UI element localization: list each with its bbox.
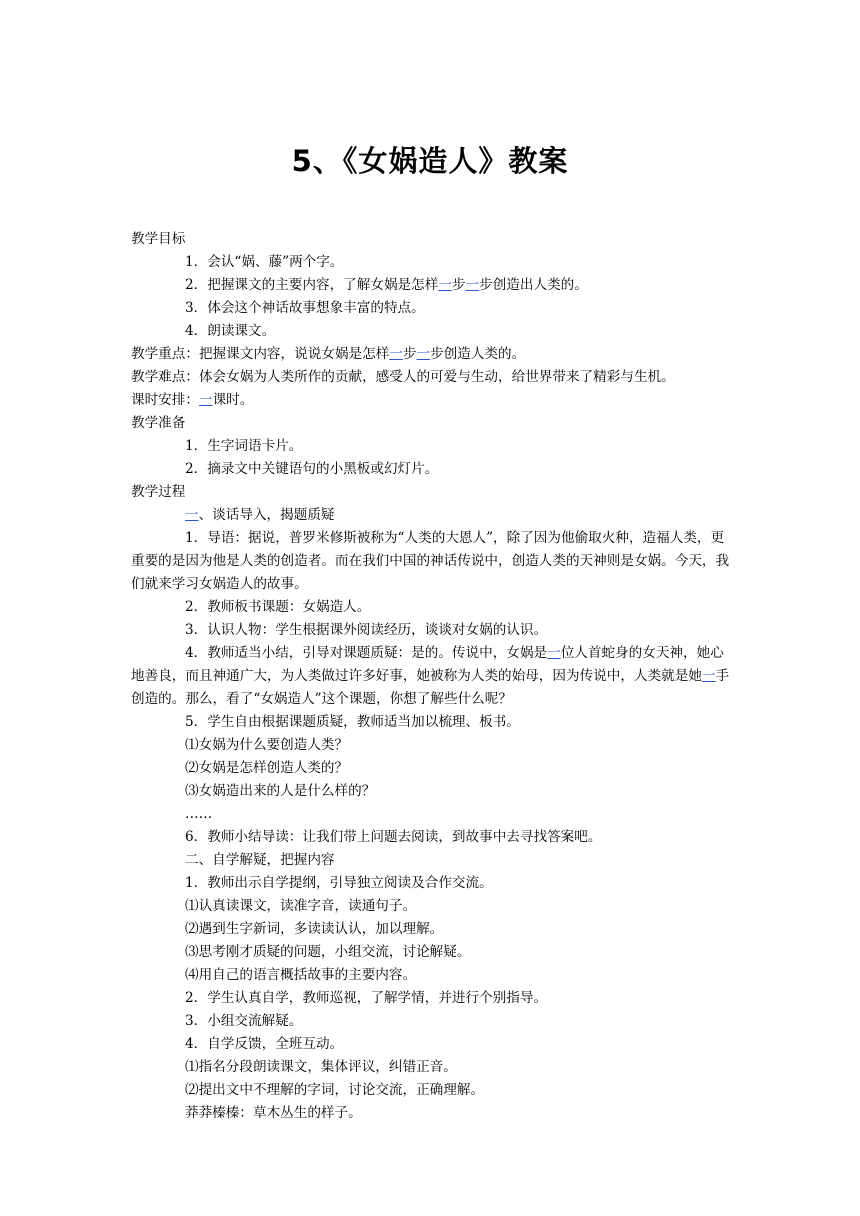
- paragraph: [131, 435, 733, 458]
- document-body: [131, 228, 733, 1125]
- paragraph: [131, 1033, 733, 1056]
- paragraph: [131, 849, 733, 872]
- text-run: ⑶思考刚才质疑的问题，小组交流，讨论解疑。: [185, 944, 471, 960]
- underlined-text: 一: [465, 277, 480, 293]
- text-run: 4．教师适当小结，引导对课题质疑：是的。传说中，女娲是: [185, 645, 548, 661]
- text-run: 1．会认“娲、藤”两个字。: [185, 254, 344, 270]
- text-run: 4．朗读课文。: [185, 323, 276, 339]
- paragraph: [131, 527, 733, 596]
- text-run: 教学过程: [131, 484, 186, 500]
- paragraph: [131, 366, 733, 389]
- text-run: ⑵提出文中不理解的字词，讨论交流，正确理解。: [185, 1082, 485, 1098]
- paragraph: [131, 228, 733, 251]
- text-run: 教学重点：把握课文内容，说说女娲是怎样: [131, 346, 390, 362]
- text-run: 教学准备: [131, 415, 186, 431]
- paragraph: [131, 1079, 733, 1102]
- paragraph: [131, 458, 733, 481]
- paragraph: [131, 872, 733, 895]
- paragraph: [131, 1010, 733, 1033]
- paragraph: [131, 412, 733, 435]
- text-run: 课时安排：: [131, 392, 199, 408]
- paragraph: [131, 297, 733, 320]
- text-run: 3．小组交流解疑。: [185, 1013, 303, 1029]
- text-run: 位人首蛇身的女天神，她心地善良，而且神通广大，为人类做过许多好事，她被称为人类的始母，因为传说中，人类就是她: [131, 645, 724, 684]
- paragraph: [131, 274, 733, 297]
- text-run: 二、自学解疑，把握内容: [185, 852, 335, 868]
- text-run: 教学难点：体会女娲为人类所作的贡献，感受人的可爱与生动，给世界带来了精彩与生机。: [131, 369, 675, 385]
- paragraph: [131, 941, 733, 964]
- underlined-text: 一: [389, 346, 403, 362]
- paragraph: [131, 987, 733, 1010]
- paragraph: [131, 780, 733, 803]
- text-run: ⑵女娲是怎样创造人类的？: [185, 760, 349, 776]
- text-run: 、谈话导入，揭题质疑: [198, 507, 335, 523]
- text-run: 5．学生自由根据课题质疑，教师适当加以梳理、板书。: [185, 714, 520, 730]
- text-run: 6．教师小结导读：让我们带上问题去阅读，到故事中去寻找答案吧。: [185, 829, 602, 845]
- paragraph: [131, 481, 733, 504]
- paragraph: [131, 596, 733, 619]
- paragraph: [131, 757, 733, 780]
- text-run: ⑴女娲为什么要创造人类？: [185, 737, 349, 753]
- paragraph: [131, 389, 733, 412]
- underlined-text: 一: [438, 277, 452, 293]
- text-run: ⑷用自己的语言概括故事的主要内容。: [185, 967, 417, 983]
- paragraph: [131, 964, 733, 987]
- text-run: 3．体会这个神话故事想象丰富的特点。: [185, 300, 425, 316]
- text-run: 2．学生认真自学，教师巡视，了解学情，并进行个别指导。: [185, 990, 548, 1006]
- paragraph: [131, 826, 733, 849]
- text-run: 2．教师板书课题：女娲造人。: [185, 599, 371, 615]
- paragraph: [131, 320, 733, 343]
- text-run: 步创造出人类的。: [479, 277, 588, 293]
- text-run: 1．导语：据说，普罗米修斯被称为“人类的大恩人”，除了因为他偷取火种，造福人类，更重要的是因为他是人类的创造者。而在我们中国的神话传说中，创造人类的天神则是女娲。今天，我们就来学习女娲造人的故事。: [131, 530, 730, 592]
- text-run: ……: [185, 806, 213, 822]
- underlined-text: 一: [416, 346, 431, 362]
- text-run: ⑵遇到生字新词，多读读认认，加以理解。: [185, 921, 444, 937]
- text-run: 手创造的。那么，看了“女娲造人”这个课题，你想了解些什么呢？: [131, 668, 730, 707]
- text-run: 教学目标: [131, 231, 186, 247]
- text-run: 步创造人类的。: [430, 346, 526, 362]
- document-title: 5、《女娲造人》教案: [291, 144, 569, 178]
- paragraph: [131, 711, 733, 734]
- text-run: 1．生字词语卡片。: [185, 438, 303, 454]
- text-run: 步: [402, 346, 417, 362]
- text-run: 莽莽榛榛：草木丛生的样子。: [185, 1105, 362, 1121]
- paragraph: [131, 642, 733, 711]
- paragraph: [131, 1056, 733, 1079]
- text-run: 1．教师出示自学提纲，引导独立阅读及合作交流。: [185, 875, 493, 891]
- text-run: 课时。: [212, 392, 254, 408]
- paragraph: [131, 895, 733, 918]
- paragraph: [131, 504, 733, 527]
- paragraph: [131, 343, 733, 366]
- text-run: 4．自学反馈，全班互动。: [185, 1036, 344, 1052]
- paragraph: [131, 918, 733, 941]
- paragraph: [131, 734, 733, 757]
- underlined-text: 一: [185, 507, 199, 523]
- paragraph: [131, 619, 733, 642]
- paragraph: [131, 803, 733, 826]
- text-run: 3．认识人物：学生根据课外阅读经历，谈谈对女娲的认识。: [185, 622, 548, 638]
- text-run: ⑶女娲造出来的人是什么样的？: [185, 783, 376, 799]
- text-run: 步: [451, 277, 466, 293]
- underlined-text: 一: [701, 668, 716, 684]
- underlined-text: 一: [198, 392, 213, 408]
- underlined-text: 一: [547, 645, 561, 661]
- text-run: 2．摘录文中关键语句的小黑板或幻灯片。: [185, 461, 439, 477]
- paragraph: [131, 1102, 733, 1125]
- paragraph: [131, 251, 733, 274]
- text-run: 2．把握课文的主要内容，了解女娲是怎样: [185, 277, 439, 293]
- text-run: ⑴认真读课文，读准字音，读通句子。: [185, 898, 417, 914]
- text-run: ⑴指名分段朗读课文，集体评议，纠错正音。: [185, 1059, 457, 1075]
